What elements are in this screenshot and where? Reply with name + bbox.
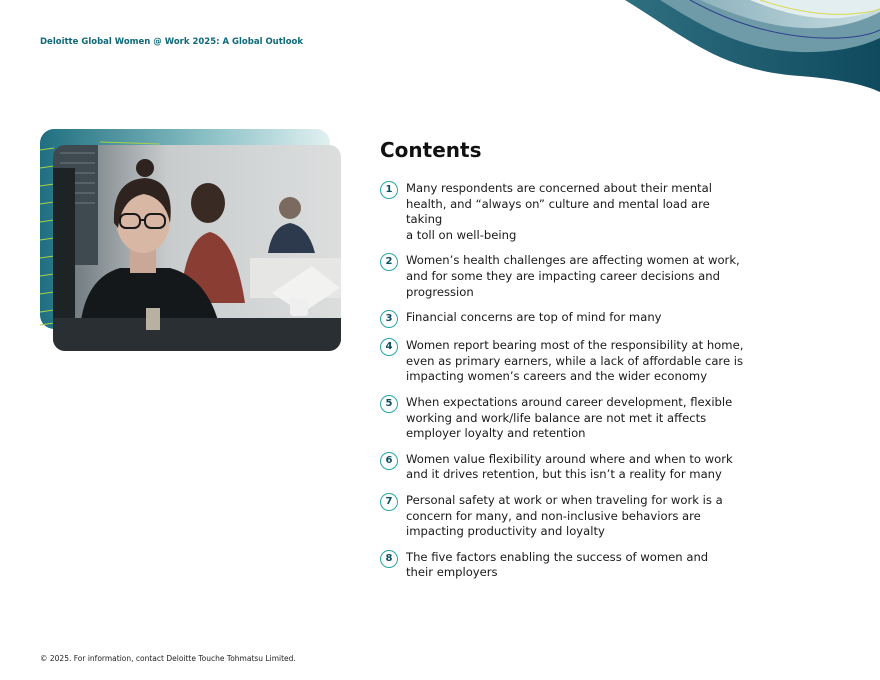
toc-item-text: Personal safety at work or when traveling for work is a concern for many, and non-inclusive behaviors are impacting productivity and loyalty [406,492,723,539]
toc-item-text: Women’s health challenges are affecting women at work, and for some they are impacting career decisions and progression [406,253,740,299]
toc-number-badge: 7 [380,493,398,511]
toc-number-badge: 8 [380,550,398,568]
toc-item-1[interactable] [380,181,750,243]
contents-list [380,181,750,581]
toc-number-badge: 3 [380,310,398,328]
toc-item-text: Women value flexibility around where and when to work and it drives retention, but this isn’t a reality for many [406,451,733,482]
toc-item-text: Many respondents are concerned about their mental health, and “always on” culture and mental load are taking a toll on well-being [406,181,712,242]
toc-item-7[interactable] [380,493,750,540]
toc-item-text: Financial concerns are top of mind for many [406,310,662,325]
toc-item-4[interactable] [380,338,750,385]
office-women-photo [40,128,342,354]
toc-item-text: Women report bearing most of the responsibility at home, even as primary earners, while a lack of affordable care is impacting women’s careers and the wider economy [406,338,744,384]
toc-item-6[interactable] [380,452,750,483]
toc-number-badge: 5 [380,395,398,413]
contents-title: Contents [380,138,482,162]
footer-copyright: © 2025. For information, contact Deloitte Touche Tohmatsu Limited. [40,654,296,663]
toc-item-5[interactable] [380,395,750,442]
toc-number-badge: 1 [380,181,398,199]
toc-item-3[interactable] [380,310,750,328]
toc-number-badge: 2 [380,253,398,271]
document-header-title: Deloitte Global Women @ Work 2025: A Global Outlook [40,37,304,47]
decorative-waves [0,0,880,100]
toc-item-text: When expectations around career development, flexible working and work/life balance are not met it affects employer loyalty and retention [406,394,733,441]
toc-item-8[interactable] [380,550,750,581]
toc-number-badge: 6 [380,452,398,470]
toc-item-2[interactable] [380,253,750,300]
toc-item-text: The five factors enabling the success of women and their employers [406,549,709,580]
toc-number-badge: 4 [380,338,398,356]
